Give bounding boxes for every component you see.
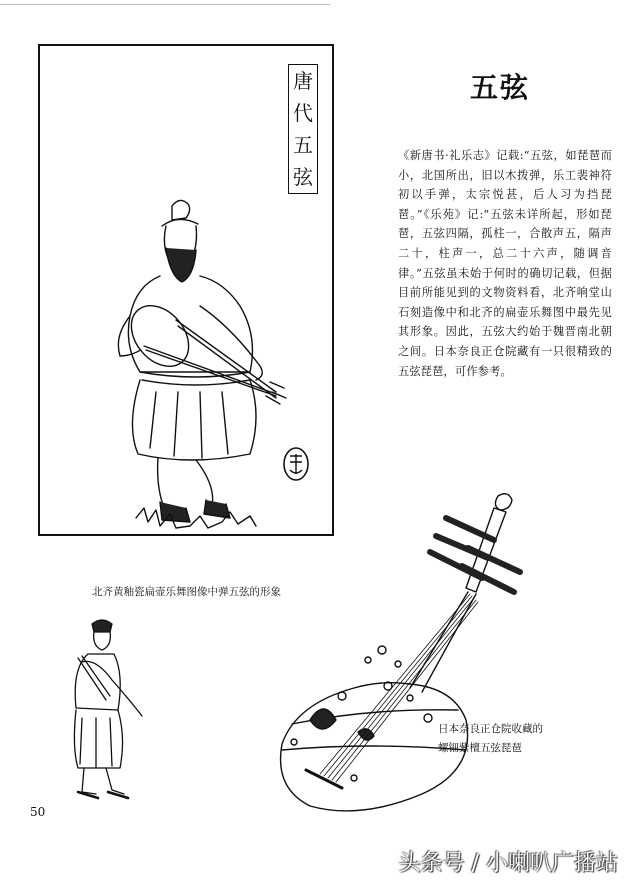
page-number: 50	[30, 805, 46, 819]
page-title: 五弦	[470, 71, 531, 104]
caption-small-figure: 北齐黄釉瓷扁壶乐舞图像中弹五弦的形象	[92, 586, 281, 598]
vertical-title-char: 唐	[293, 69, 313, 93]
five-string-pipa-illustration	[270, 488, 530, 818]
caption-pipa-line: 螺钿紫檀五弦琵琶	[438, 742, 522, 754]
caption-pipa-line: 日本奈良正仓院收藏的	[438, 723, 543, 735]
small-musician-illustration	[62, 618, 152, 804]
illustration-frame	[38, 44, 334, 536]
vertical-title-char: 代	[293, 101, 313, 125]
vertical-title-box	[288, 64, 318, 194]
vertical-title-char: 弦	[293, 165, 313, 189]
watermark: 头条号 / 小喇叭广播站	[398, 851, 618, 876]
body-text: 《新唐书·礼乐志》记载:“五弦，如琵琶而小，北国所出，旧以木拨弹，乐工裴神符初以手弹，太宗悦甚，后人习为挡琵琶。”《乐苑》记:“五弦未详所起，形如琵琶，五弦四隔，孤柱一，合散声五，隔声二十，柱声一，总二十六声，随调音律。”五弦虽未始于何时的确切记载，但据目前所能见到的文物资料看，北齐响堂山石刻造像中和北齐的扁壶乐舞图中最先见其形象。因此，五弦大约始于魏晋南北朝之间。日本奈良正仓院藏有一只很精致的五弦琵琶，可作参考。	[398, 149, 612, 378]
caption-pipa	[438, 720, 543, 758]
seal-stamp-icon	[282, 446, 310, 482]
musician-illustration	[100, 196, 290, 536]
top-rule	[0, 4, 330, 5]
vertical-title-char: 五	[293, 133, 313, 157]
